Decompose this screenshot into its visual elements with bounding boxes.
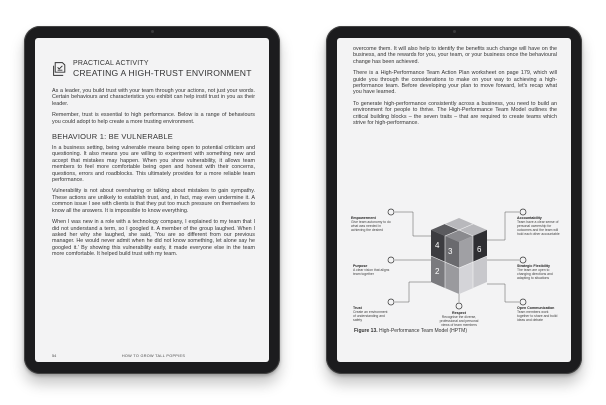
label-respect: Respect Recognise the diverse, professional and personal views of team members bbox=[439, 311, 479, 327]
paragraph: When I was new in a role with a technology company, I explained to my team that I did not understand a term, so I googled it. A member of the group laughed. When I asked her why she laughed, she said, 'You are so different from our previous manager. He would never admit when he did not know something, let alone say he googled it.' By showing this vulnerability early, it made everyone else in the team more comfortable. It helped build trust with my team. bbox=[52, 219, 255, 258]
paragraph: To generate high-performance consistently across a business, you need to build an environment for people to thrive. The High-Performance Team Model outlines the critical building blocks – the seven traits – that are required to create teams which strive for high-performance. bbox=[353, 100, 557, 127]
figure-caption bbox=[354, 328, 467, 334]
activity-title: CREATING A HIGH-TRUST ENVIRONMENT bbox=[73, 68, 252, 78]
camera-dot bbox=[453, 30, 456, 33]
left-tablet bbox=[24, 26, 280, 374]
right-tablet bbox=[326, 26, 582, 374]
activity-label: PRACTICAL ACTIVITY bbox=[73, 60, 149, 67]
hptm-diagram bbox=[351, 190, 561, 330]
label-open-communication: Open Communication Team members work together to share and build ideas and debate bbox=[517, 306, 558, 322]
activity-icon bbox=[52, 61, 68, 77]
cube-number: 2 bbox=[435, 267, 440, 276]
paragraph: In a business setting, being vulnerable means being open to potential criticism and questioning. It also means you are willing to experiment with something new and accept that mistakes may happen. When you show vulnerability, it allows team members to feel more comfortable being open and honest with their concerns, questions, errors and roadblocks. This ultimately provides for a more reliable team performance. bbox=[52, 145, 255, 184]
cube-number: 3 bbox=[448, 247, 453, 256]
running-title: HOW TO GROW TALL POPPIES bbox=[121, 354, 186, 358]
network-icon bbox=[520, 209, 526, 215]
paragraph: Vulnerability is not about oversharing or talking about mistakes to gain sympathy. These actions are unlikely to establish trust, and, in fact, may even undermine it. A common issue I see with clients is that they put too much pressure on themselves to know all the answers. It is impossible to know everything. bbox=[52, 188, 255, 214]
people-icon bbox=[456, 303, 462, 309]
label-accountability: Accountability Team have a clear sense of personal ownership for outcomes and the team will hold each other accountable bbox=[517, 216, 560, 236]
label-trust: Trust Create an environment of understanding and safety bbox=[353, 306, 388, 322]
rocket-icon bbox=[388, 209, 394, 215]
paragraph: As a leader, you build trust with your team through your actions, not just your words. Certain behaviours and characteristics you exhibit can help instil trust in you as their leader. bbox=[52, 88, 255, 107]
right-page[interactable] bbox=[337, 38, 571, 362]
target-icon bbox=[388, 257, 394, 263]
left-page[interactable] bbox=[35, 38, 269, 362]
chat-icon bbox=[520, 299, 526, 305]
activity-header bbox=[52, 60, 255, 78]
paragraph: Remember, trust is essential to high performance. Below is a range of behaviours you could adopt to help create a more trusting environment. bbox=[52, 112, 255, 125]
page-number: 54 bbox=[52, 354, 57, 358]
paragraph: overcome them. It will also help to identify the benefits such change will have on the business, and the rewards for you, your team, or your business once the behavioural change has been achieved. bbox=[353, 46, 557, 65]
cube-number: 4 bbox=[435, 241, 440, 250]
caption-label: Figure 13. bbox=[354, 328, 378, 334]
camera-dot bbox=[151, 30, 154, 33]
paragraph: There is a High-Performance Team Action Plan worksheet on page 179, which will guide you through the considerations to make on your way to achieving a high-performance team. Before developing your plan to move forward, let's recap what you have learned. bbox=[353, 70, 557, 96]
caption-text: High-Performance Team Model (HPTM) bbox=[379, 328, 468, 334]
section-heading: BEHAVIOUR 1: BE VULNERABLE bbox=[52, 132, 173, 142]
label-strategic-flexibility: Strategic Flexibility The team are open to changing directions and adapting to situations bbox=[517, 264, 553, 280]
label-empowerment: Empowerment Give team autonomy to do what was needed in achieving the desired bbox=[351, 216, 391, 232]
handshake-icon bbox=[388, 299, 394, 305]
arrows-icon bbox=[520, 257, 526, 263]
cube-number: 6 bbox=[477, 245, 482, 254]
label-purpose: Purpose A clear vision that aligns team together bbox=[353, 264, 390, 276]
